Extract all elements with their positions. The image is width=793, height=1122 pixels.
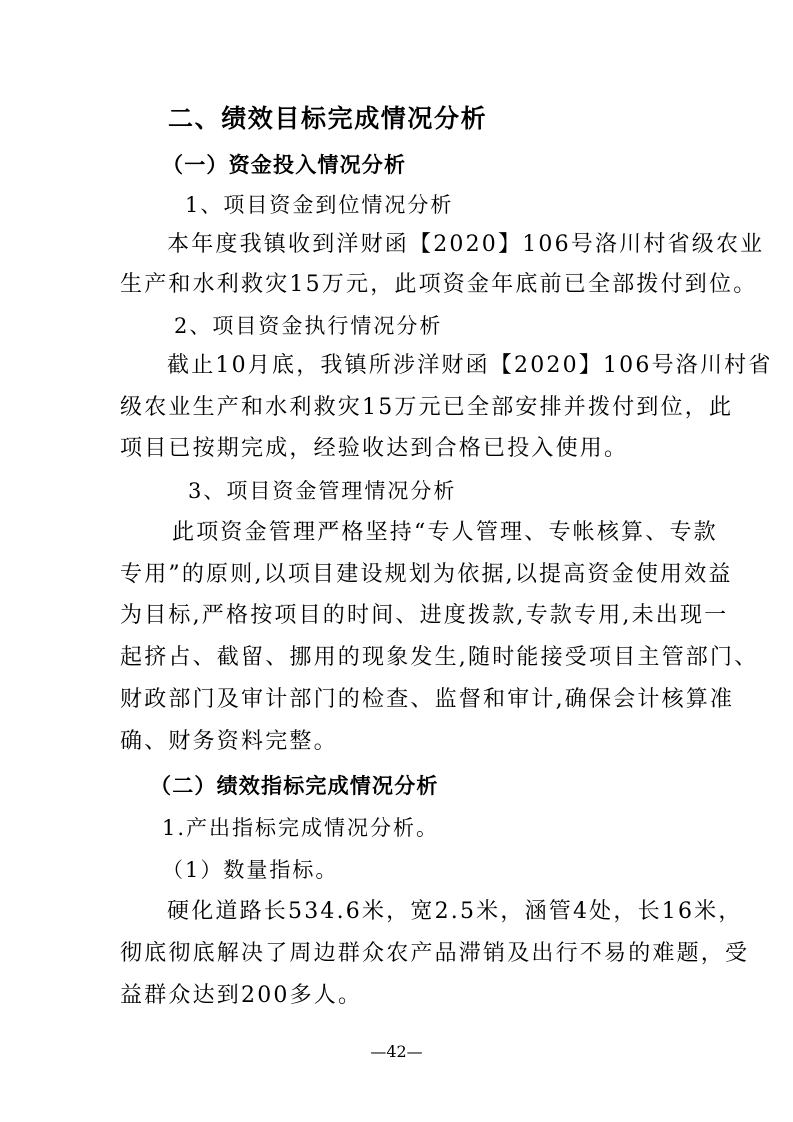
paragraph-line: 截止10月底，我镇所涉洋财函【2020】106号洛川村省 bbox=[167, 353, 773, 378]
heading-section-2: 二、绩效目标完成情况分析 bbox=[168, 104, 488, 133]
paragraph-line: 级农业生产和水利救灾15万元已全部安排并拨付到位，此 bbox=[120, 395, 734, 420]
paragraph-line: 专用”的原则,以项目建设规划为依据,以提高资金使用效益 bbox=[120, 562, 733, 587]
heading-performance-indicators: （二）绩效指标完成情况分析 bbox=[150, 774, 439, 798]
paragraph-line: 确、财务资料完整。 bbox=[120, 729, 338, 754]
subheading-funds-execution: 2、项目资金执行情况分析 bbox=[174, 314, 443, 338]
paragraph-line: 生产和水利救灾15万元，此项资金年底前已全部拨付到位。 bbox=[120, 272, 758, 297]
paragraph-line: 益群众达到200多人。 bbox=[120, 983, 363, 1008]
paragraph-line: 本年度我镇收到洋财函【2020】106号洛川村省级农业 bbox=[167, 232, 765, 257]
page-number: —42— bbox=[370, 1042, 423, 1061]
paragraph-line: 项目已按期完成，经验收达到合格已投入使用。 bbox=[120, 436, 629, 461]
subheading-funds-in-place: 1、项目资金到位情况分析 bbox=[185, 193, 454, 217]
heading-funding-input: （一）资金投入情况分析 bbox=[162, 153, 407, 177]
paragraph-line: 彻底彻底解决了周边群众农产品滞销及出行不易的难题，受 bbox=[120, 941, 750, 966]
item-output-indicators: 1.产出指标完成情况分析。 bbox=[162, 816, 440, 840]
paragraph-line: 此项资金管理严格坚持“专人管理、专帐核算、专款 bbox=[172, 520, 718, 545]
subheading-funds-management: 3、项目资金管理情况分析 bbox=[188, 479, 457, 503]
paragraph-line: 财政部门及审计部门的检查、监督和审计,确保会计核算准 bbox=[120, 687, 735, 712]
paragraph-line: 起挤占、截留、挪用的现象发生,随时能接受项目主管部门、 bbox=[120, 645, 759, 670]
paragraph-line: 硬化道路长534.6米，宽2.5米，涵管4处，长16米， bbox=[167, 899, 743, 924]
paragraph-line: 为目标,严格按项目的时间、进度拨款,专款专用,未出现一 bbox=[120, 603, 729, 628]
item-quantity-indicators: （1）数量指标。 bbox=[162, 858, 339, 882]
